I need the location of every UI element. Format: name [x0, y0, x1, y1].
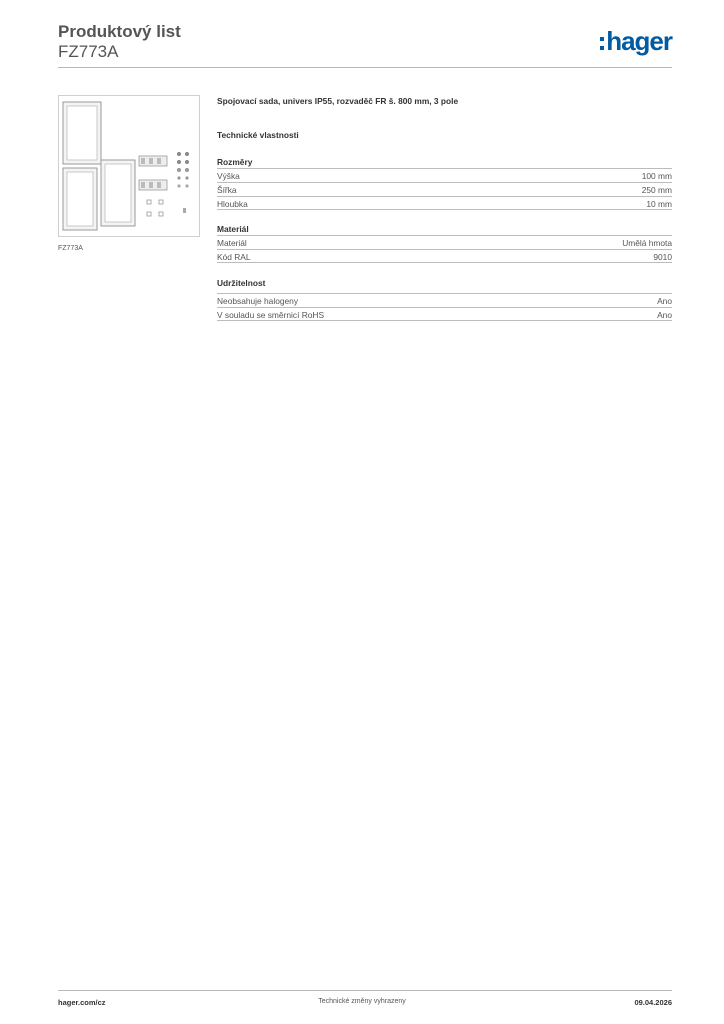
product-code: FZ773A: [58, 42, 119, 61]
spec-value: 9010: [653, 252, 672, 262]
technical-properties-title: Technické vlastnosti: [217, 130, 299, 140]
spec-row: [217, 168, 672, 182]
spec-value: 250 mm: [641, 185, 672, 195]
spec-key: Neobsahuje halogeny: [217, 296, 299, 306]
logo-text: hager: [606, 26, 672, 56]
header-divider: [58, 67, 672, 68]
spec-value: 100 mm: [641, 171, 672, 181]
spec-row: [217, 182, 672, 196]
spec-key: Materiál: [217, 238, 247, 248]
spec-key: Šířka: [217, 185, 237, 195]
product-details: [217, 96, 672, 320]
footer-website-link[interactable]: hager.com/cz: [58, 998, 106, 1007]
product-description: Spojovací sada, univers IP55, rozvaděč FR š. 800 mm, 3 pole: [217, 96, 459, 106]
spec-key: Kód RAL: [217, 252, 251, 262]
document-title: Produktový list: [58, 22, 181, 41]
group-title-material: Materiál: [217, 224, 249, 234]
footer-date: 09.04.2026: [634, 998, 672, 1007]
footer-disclaimer: Technické změny vyhrazeny: [318, 998, 406, 1005]
product-image: [58, 95, 200, 237]
group-title-sustainability: Udržitelnost: [217, 278, 266, 288]
footer-divider: [58, 990, 672, 991]
spec-value: Umělá hmota: [622, 238, 672, 248]
image-caption: FZ773A: [58, 245, 83, 252]
spec-key: Hloubka: [217, 199, 248, 209]
spec-value: Ano: [657, 310, 672, 320]
logo-dots-icon: [600, 37, 604, 50]
spec-row: [217, 196, 672, 210]
spec-key: V souladu se směrnicí RoHS: [217, 310, 325, 320]
spec-row: [217, 235, 672, 249]
spec-row: [217, 307, 672, 321]
spec-row: [217, 293, 672, 307]
connection-kit-illustration: [59, 96, 199, 236]
spec-value: Ano: [657, 296, 672, 306]
spec-key: Výška: [217, 171, 240, 181]
hager-logo: [600, 28, 672, 54]
spec-value: 10 mm: [646, 199, 672, 209]
page-header: [58, 22, 672, 68]
group-title-dimensions: Rozměry: [217, 157, 253, 167]
spec-row: [217, 249, 672, 263]
